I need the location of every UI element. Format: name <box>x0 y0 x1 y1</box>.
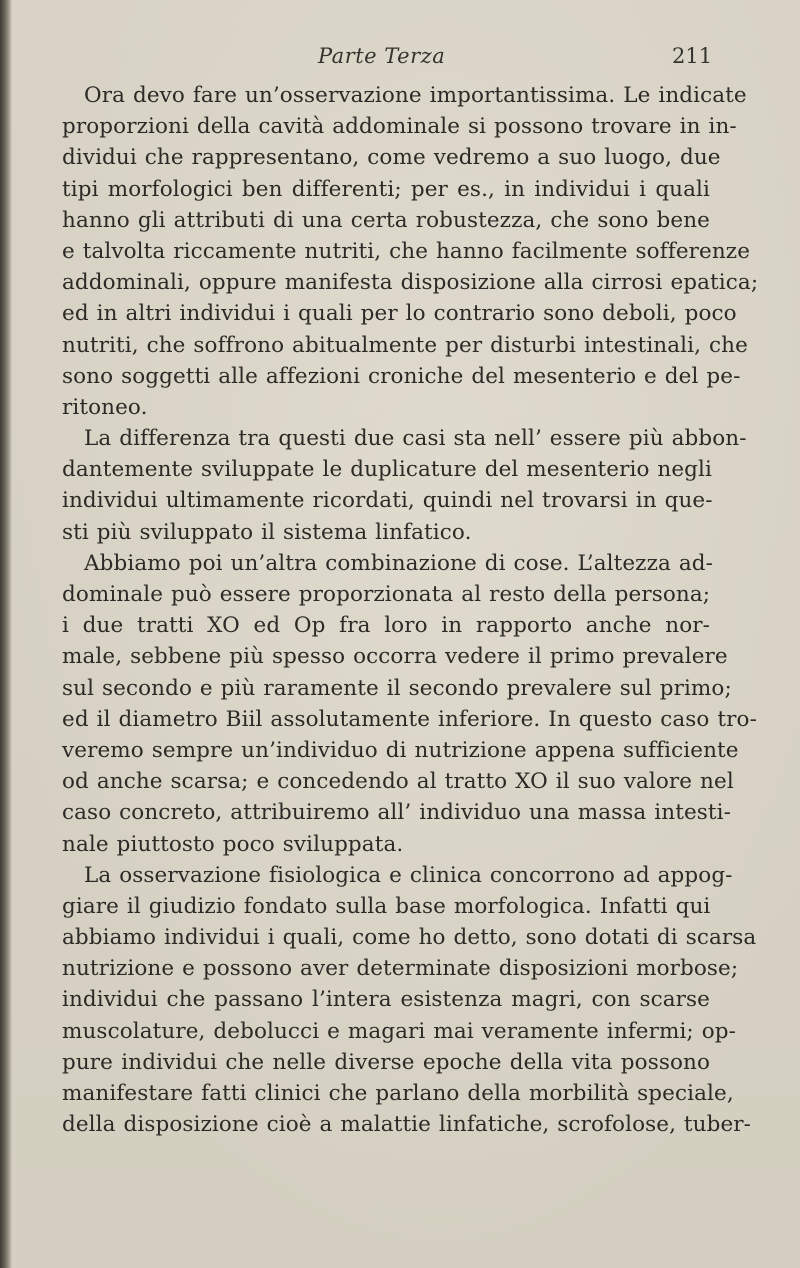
text-line: addominali, oppure manifesta disposizione alla cirrosi epatica; <box>62 270 759 296</box>
text-line: La differenza tra questi due casi sta nell’ essere più abbon- <box>84 426 747 452</box>
page-header <box>0 44 800 76</box>
text-line: dividui che rappresentano, come vedremo a suo luogo, due <box>62 145 721 171</box>
text-line: Ora devo fare un’osservazione importantissima. Le indicate <box>84 83 747 108</box>
text-line: muscolature, debolucci e magari mai veramente infermi; op- <box>62 1018 736 1044</box>
text-line: e talvolta riccamente nutriti, che hanno facilmente sofferenze <box>62 238 751 264</box>
text-line: individui che passano l’intera esistenza magri, con scarse <box>62 987 710 1013</box>
text-line: ed il diametro Biil assolutamente inferiore. In questo caso tro- <box>62 706 757 732</box>
page-number: 211 <box>672 44 713 68</box>
text-line: dominale può essere proporzionata al resto della persona; <box>62 582 711 607</box>
text-line: dantemente sviluppate le duplicature del mesenterio negli <box>62 457 713 483</box>
text-line: hanno gli attributi di una certa robustezza, che sono bene <box>62 207 710 233</box>
body-text <box>62 80 759 1140</box>
text-line: sti più sviluppato il sistema linfatico. <box>62 519 472 545</box>
text-line: giare il giudizio fondato sulla base morfologica. Infatti qui <box>62 893 711 919</box>
text-line: pure individui che nelle diverse epoche della vita possono <box>62 1049 710 1075</box>
text-line: ed in altri individui i quali per lo contrario sono deboli, poco <box>62 301 737 327</box>
text-line: nutriti, che soffrono abitualmente per disturbi intestinali, che <box>62 332 748 358</box>
text-line: nutrizione e possono aver determinate disposizioni morbose; <box>62 956 739 982</box>
text-line: La osservazione fisiologica e clinica concorrono ad appog- <box>84 862 733 888</box>
text-line: caso concreto, attribuiremo all’ individuo una massa intesti- <box>62 800 731 826</box>
text-line: ritoneo. <box>62 394 148 420</box>
text-line: od anche scarsa; e concedendo al tratto XO il suo valore nel <box>62 769 734 795</box>
running-title: Parte Terza <box>318 44 446 68</box>
text-line: i due tratti XO ed Op fra loro in rapporto anche nor- <box>62 613 710 639</box>
text-line: abbiamo individui i quali, come ho detto, sono dotati di scarsa <box>62 925 757 951</box>
text-line: male, sebbene più spesso occorra vedere il primo prevalere <box>62 644 728 670</box>
text-line: della disposizione cioè a malattie linfatiche, scrofolose, tuber- <box>62 1112 752 1138</box>
text-line: sul secondo e più raramente il secondo prevalere sul primo; <box>62 675 732 701</box>
text-line: individui ultimamente ricordati, quindi nel trovarsi in que- <box>62 488 713 514</box>
text-line: sono soggetti alle affezioni croniche del mesenterio e del pe- <box>62 363 741 389</box>
text-line: proporzioni della cavità addominale si possono trovare in in- <box>62 114 737 140</box>
text-line: nale piuttosto poco sviluppata. <box>62 831 404 857</box>
text-line: Abbiamo poi un’altra combinazione di cose. L’altezza ad- <box>84 550 714 576</box>
text-line: tipi morfologici ben differenti; per es., in individui i quali <box>62 176 710 202</box>
text-line: veremo sempre un’individuo di nutrizione appena sufficiente <box>62 737 739 763</box>
text-line: manifestare fatti clinici che parlano della morbilità speciale, <box>62 1081 734 1106</box>
book-spine-shadow <box>0 0 12 1268</box>
